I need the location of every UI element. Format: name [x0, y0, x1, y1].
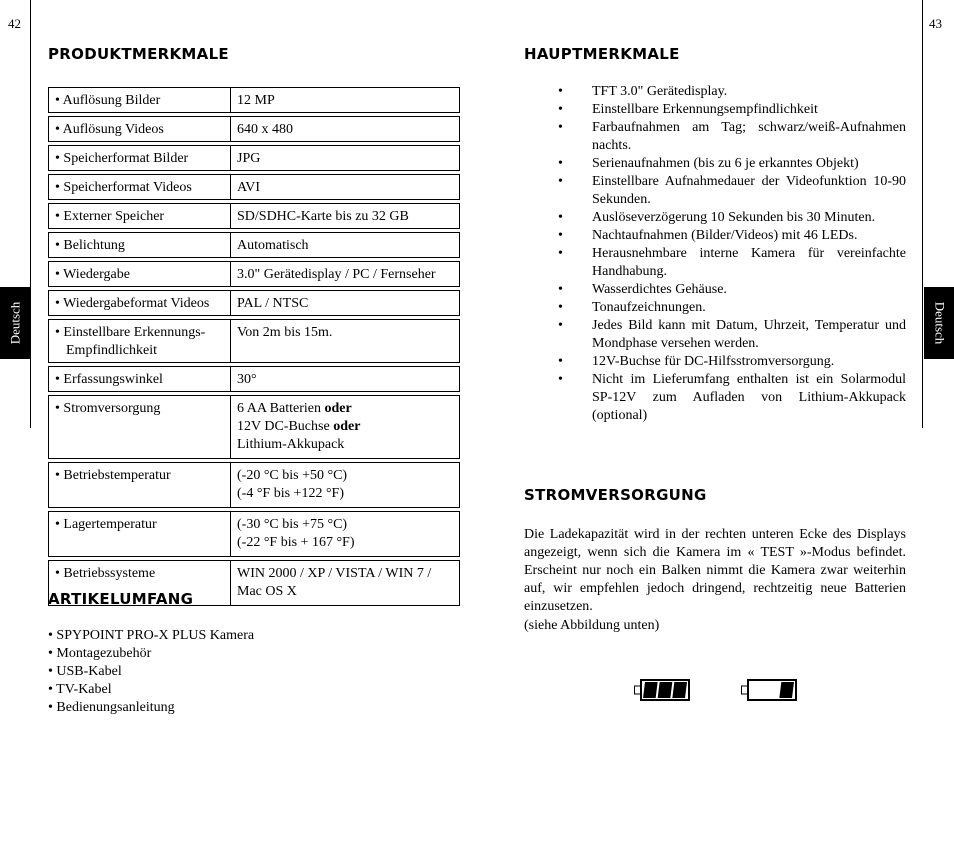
language-tab-left: Deutsch — [0, 287, 30, 359]
battery-low-icon — [741, 679, 797, 701]
spec-value: Von 2m bis 15m. — [231, 320, 460, 363]
page-number-right: 43 — [929, 16, 942, 31]
specs-table — [48, 87, 460, 606]
right-margin-line — [922, 0, 923, 428]
table-row — [49, 262, 460, 287]
page-number-left: 42 — [8, 16, 21, 31]
spec-value: (-20 °C bis +50 °C) (-4 °F bis +122 °F) — [231, 463, 460, 508]
spec-value: PAL / NTSC — [231, 291, 460, 316]
battery-bar — [779, 682, 794, 698]
table-row — [49, 320, 460, 363]
list-item: • Auslöseverzögerung 10 Sekunden bis 30 Minuten. — [524, 209, 906, 227]
list-item: • USB-Kabel — [48, 664, 122, 679]
hauptmerkmale-heading: HAUPTMERKMALE — [524, 45, 680, 63]
table-row — [49, 117, 460, 142]
table-row — [49, 88, 460, 113]
list-item: • TFT 3.0" Gerätedisplay. — [524, 83, 906, 101]
spec-label: • Lagertemperatur — [49, 512, 231, 557]
stromversorgung-heading: STROMVERSORGUNG — [524, 486, 707, 504]
table-row — [49, 204, 460, 229]
table-row — [49, 463, 460, 508]
battery-bar — [643, 682, 658, 698]
language-tab-right: Deutsch — [924, 287, 954, 359]
table-row — [49, 233, 460, 258]
list-item: • Jedes Bild kann mit Datum, Uhrzeit, Temperatur und Mondphase versehen werden. — [524, 317, 906, 353]
list-item: • Bedienungsanleitung — [48, 700, 175, 715]
spec-label: • Einstellbare Erkennungs-Empfindlichkeit — [49, 320, 231, 363]
hauptmerkmale-list — [524, 83, 906, 425]
table-row — [49, 175, 460, 200]
spec-value: JPG — [231, 146, 460, 171]
list-item: • Herausnehmbare interne Kamera für vereinfachte Handhabung. — [524, 245, 906, 281]
left-margin-line — [30, 0, 31, 428]
spec-value: SD/SDHC-Karte bis zu 32 GB — [231, 204, 460, 229]
artikelumfang-list — [48, 627, 254, 717]
spec-label: • Auflösung Videos — [49, 117, 231, 142]
spec-label: • Speicherformat Videos — [49, 175, 231, 200]
battery-terminal — [635, 686, 641, 694]
list-item: • Montagezubehör — [48, 646, 152, 661]
table-row — [49, 146, 460, 171]
artikelumfang-heading: ARTIKELUMFANG — [48, 590, 194, 608]
list-item: • Tonaufzeichnungen. — [524, 299, 906, 317]
spec-label: • Betriebstemperatur — [49, 463, 231, 508]
list-item: • Nachtaufnahmen (Bilder/Videos) mit 46 LEDs. — [524, 227, 906, 245]
list-item: • Serienaufnahmen (bis zu 6 je erkanntes Objekt) — [524, 155, 906, 173]
list-item: • Einstellbare Erkennungsempfindlichkeit — [524, 101, 906, 119]
spec-label: • Auflösung Bilder — [49, 88, 231, 113]
spec-label: • Externer Speicher — [49, 204, 231, 229]
spec-value: 6 AA Batterien oder 12V DC-Buchse oder Lithium-Akkupack — [231, 396, 460, 459]
list-item: • Einstellbare Aufnahmedauer der Videofunktion 10-90 Sekunden. — [524, 173, 906, 209]
spec-value: 30° — [231, 367, 460, 392]
table-row — [49, 367, 460, 392]
spec-value: 3.0" Gerätedisplay / PC / Fernseher — [231, 262, 460, 287]
list-item: • 12V-Buchse für DC-Hilfsstromversorgung. — [524, 353, 906, 371]
table-row — [49, 396, 460, 459]
list-item: • SPYPOINT PRO-X PLUS Kamera — [48, 628, 255, 643]
spec-value: (-30 °C bis +75 °C) (-22 °F bis + 167 °F) — [231, 512, 460, 557]
table-row — [49, 291, 460, 316]
list-item: • TV-Kabel — [48, 682, 112, 697]
stromversorgung-text: Die Ladekapazität wird in der rechten unteren Ecke des Displays angezeigt, wenn sich die Kamera im « TEST »-Modus befindet. Erscheint nur noch ein Balken nimmt die Kamera zwar weiterhin auf, wir empfehlen jedoch dringend, rechtzeitig neue Batterien einzusetzen. — [524, 527, 906, 614]
battery-bar — [672, 682, 687, 698]
spec-label: • Erfassungswinkel — [49, 367, 231, 392]
list-item: • Nicht im Lieferumfang enthalten ist ein Solarmodul SP-12V zum Aufladen von Lithium-Akkupack (optional) — [524, 371, 906, 425]
battery-full-icon — [634, 679, 690, 701]
table-row — [49, 512, 460, 557]
spec-label: • Speicherformat Bilder — [49, 146, 231, 171]
spec-value: 640 x 480 — [231, 117, 460, 142]
spec-value: Automatisch — [231, 233, 460, 258]
spec-label: • Betriebssysteme — [49, 561, 231, 606]
spec-label: • Belichtung — [49, 233, 231, 258]
spec-label: • Wiedergabe — [49, 262, 231, 287]
list-item: • Wasserdichtes Gehäuse. — [524, 281, 906, 299]
list-item: • Farbaufnahmen am Tag; schwarz/weiß-Aufnahmen nachts. — [524, 119, 906, 155]
spec-label: • Wiedergabeformat Videos — [49, 291, 231, 316]
spec-value: WIN 2000 / XP / VISTA / WIN 7 / Mac OS X — [231, 561, 460, 606]
spec-value: AVI — [231, 175, 460, 200]
produktmerkmale-heading: PRODUKTMERKMALE — [48, 45, 229, 63]
battery-terminal — [742, 686, 748, 694]
stromversorgung-note: (siehe Abbildung unten) — [524, 618, 660, 633]
battery-bar — [658, 682, 673, 698]
spec-value: 12 MP — [231, 88, 460, 113]
spec-label: • Stromversorgung — [49, 396, 231, 459]
